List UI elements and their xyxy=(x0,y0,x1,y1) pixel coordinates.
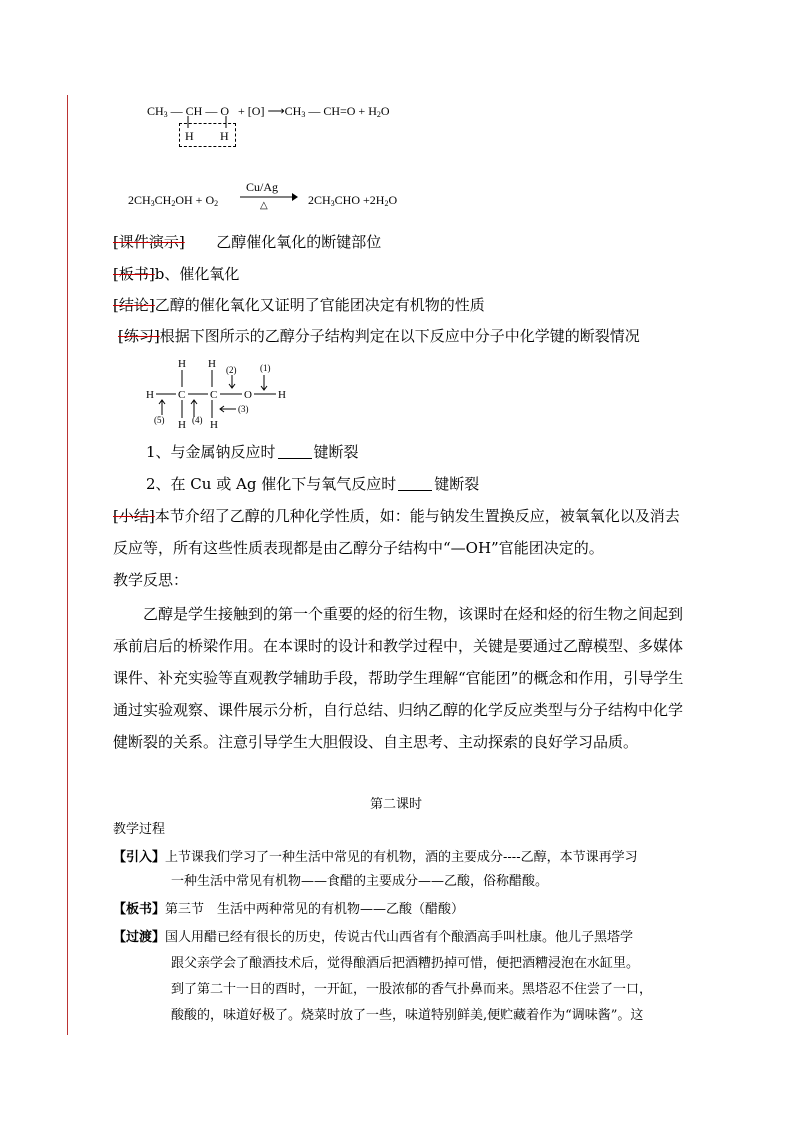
board-line xyxy=(113,265,239,283)
question-text: 键断裂 xyxy=(434,475,480,493)
atom-h: H xyxy=(178,358,186,370)
atom-h: H xyxy=(208,358,216,370)
question-text: 键断裂 xyxy=(313,443,359,461)
board-text: 第三节 生活中两种常见的有机物——乙酸（醋酸） xyxy=(165,902,465,917)
formula-sub: 3 xyxy=(301,110,306,119)
board-tag: [ 板书 ] xyxy=(113,265,155,283)
intro-line: 上节课我们学习了一种生活中常见的有机物，酒的主要成分----乙醇，本节课再学习 xyxy=(165,850,638,865)
heat-symbol: △ xyxy=(260,200,268,211)
atom-h: H xyxy=(210,419,218,431)
transition-line: 酸酸的，味道好极了。烧菜时放了一些，味道特别鲜美,便贮藏着作为“调味酱”。这 xyxy=(171,1008,644,1023)
catalyst-label: Cu/Ag xyxy=(246,180,279,194)
courseware-text: 乙醇催化氧化的断键部位 xyxy=(216,233,382,251)
transition-block xyxy=(113,925,652,1029)
formula-text: CH xyxy=(154,193,172,207)
courseware-tag: [ 课件演示 ] xyxy=(113,233,185,251)
teaching-process-heading: 教学过程 xyxy=(113,822,166,837)
formula-text: O xyxy=(388,193,398,207)
transition-line: 国人用醋已经有很长的历史，传说古代山西省有个酿酒高手叫杜康。他儿子黑塔学 xyxy=(165,930,634,945)
summary-paragraph xyxy=(113,500,685,564)
formula-text: CH xyxy=(147,104,164,118)
reaction-2-products xyxy=(308,193,397,208)
formula-text: O xyxy=(220,104,230,118)
intro-line: 一种生活中常见有机物——食醋的主要成分——乙酸，俗称醋酸。 xyxy=(171,874,549,889)
courseware-line xyxy=(113,233,381,251)
transition-line: 到了第二十一日的酉时，一开缸，一股浓郁的香气扑鼻而来。黑塔忍不住尝了一口， xyxy=(171,982,653,997)
reaction-arrow: ⟶ xyxy=(267,104,285,118)
formula-text: O xyxy=(380,104,390,118)
formula-text: CH xyxy=(185,104,203,118)
bond-label: (5) xyxy=(154,415,165,425)
question-1 xyxy=(146,443,359,461)
transition-line: 跟父亲学会了酿酒技术后，觉得酿酒后把酒糟扔掉可惜，便把酒糟浸泡在水缸里。 xyxy=(171,956,640,971)
ethanol-structure xyxy=(138,353,308,433)
transition-tag: 【过渡】 xyxy=(113,930,166,945)
conclusion-text: 乙醇的催化氧化又证明了官能团决定有机物的性质 xyxy=(154,296,485,314)
exercise-text: 根据下图所示的乙醇分子结构判定在以下反应中分子中化学键的断裂情况 xyxy=(159,327,640,345)
reaction-arrow xyxy=(240,192,298,202)
formula-text: 2CH xyxy=(128,193,151,207)
question-text: 2、在 Cu 或 Ag 催化下与氧气反应时 xyxy=(146,475,397,493)
intro-tag: 【引入】 xyxy=(113,850,166,865)
summary-tag: [ 小结 ] xyxy=(113,507,155,525)
bond: — xyxy=(170,104,183,118)
board-block xyxy=(113,898,464,917)
reagent: + [O] xyxy=(238,104,265,118)
bond-label: (2) xyxy=(226,365,237,375)
formula-sub: 3 xyxy=(150,199,155,208)
formula-text: CH xyxy=(284,104,302,118)
conclusion-tag: [ 结论 ] xyxy=(113,296,155,314)
atom-h: H xyxy=(178,419,186,431)
intro-block xyxy=(113,846,638,894)
bond-label: (1) xyxy=(260,363,271,373)
bond-label: (3) xyxy=(238,404,249,414)
margin-line xyxy=(67,95,68,1035)
formula-sub: 2 xyxy=(376,110,381,119)
h-atom: H xyxy=(220,129,229,143)
summary-text: 本节介绍了乙醇的几种化学性质，如：能与钠发生置换反应，被氧氧化以及消去反应等，所有这些性质表现都是由乙醇分子结构中“—OH”官能团决定的。 xyxy=(113,507,680,557)
formula-sub: 2 xyxy=(214,199,219,208)
formula-sub: 2 xyxy=(171,199,176,208)
reaction-2 xyxy=(128,193,218,208)
exercise-tag: [ 练习 ] xyxy=(118,327,160,345)
formula-text: OH + O xyxy=(175,193,215,207)
atom-h: H xyxy=(278,389,286,401)
answer-blank[interactable] xyxy=(278,446,312,459)
atom-c: C xyxy=(178,389,186,401)
reflection-paragraph: 乙醇是学生接触到的第一个重要的烃的衍生物，该课时在烃和烃的衍生物之间起到承前启后的桥梁作用。在本课时的设计和教学过程中，关键是要通过乙醇模型、多媒体课件、补充实验等直观教学辅助手段，帮助学生理解“官能团”的概念和作用，引导学生通过实验观察、课件展示分析，自行总结、归纳乙醇的化学反应类型与分子结构中化学健断裂的关系。注意引导学生大胆假设、自主思考、主动探索的良好学习品质。 xyxy=(113,605,684,751)
board-text: b、催化氧化 xyxy=(154,265,240,283)
formula-text: 2CH xyxy=(308,193,331,207)
atom-c: C xyxy=(210,389,218,401)
formula-text: — CH=O + H xyxy=(308,104,377,118)
atom-o: O xyxy=(244,389,252,401)
reflection-heading: 教学反思： xyxy=(113,571,189,589)
second-lesson-title: 第二课时 xyxy=(370,797,423,812)
formula-text: CHO +2H xyxy=(334,193,385,207)
bond-label: (4) xyxy=(192,415,203,425)
reaction-1 xyxy=(147,104,390,119)
exercise-line xyxy=(118,327,640,345)
question-2 xyxy=(146,475,479,493)
h-atom: H xyxy=(185,129,194,143)
answer-blank[interactable] xyxy=(398,478,432,491)
conclusion-line xyxy=(113,296,485,314)
bond: — xyxy=(205,104,218,118)
question-text: 1、与金属钠反应时 xyxy=(146,443,276,461)
formula-sub: 2 xyxy=(384,199,389,208)
formula-sub: 3 xyxy=(330,199,335,208)
board-tag: 【板书】 xyxy=(113,902,166,917)
formula-sub: 3 xyxy=(163,110,168,119)
atom-h: H xyxy=(146,389,154,401)
